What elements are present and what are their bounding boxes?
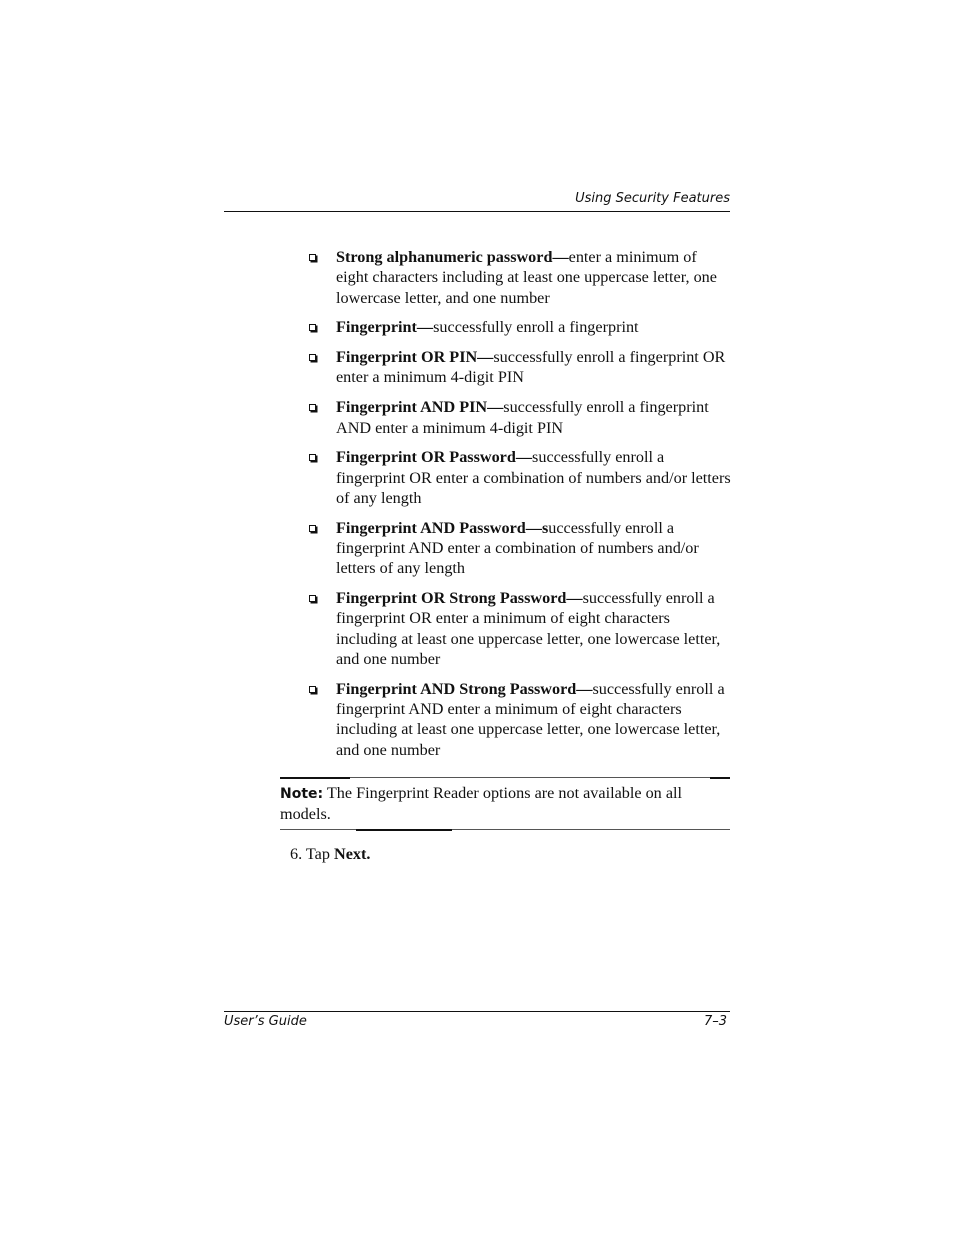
option-text: successfully enroll a fingerprint AND enter a minimum of eight characters including at least one uppercase letter, one lowercase letter, and one number	[336, 679, 725, 759]
list-item	[307, 679, 732, 760]
option-text: successfully enroll a fingerprint OR enter a minimum 4-digit PIN	[336, 348, 726, 387]
note-bottom-rule	[280, 829, 730, 830]
security-options-list	[307, 247, 732, 770]
note-top-rule-accent	[280, 777, 350, 779]
step-number: 6.	[290, 845, 303, 863]
list-item	[307, 247, 732, 308]
option-text: enter a minimum of eight characters including at least one uppercase letter, one lowercase letter, and one number	[336, 248, 717, 307]
checkbox-square-icon	[309, 454, 316, 461]
option-title: Fingerprint—	[336, 318, 434, 337]
footer-guide-title: User’s Guide	[224, 1014, 307, 1029]
list-item	[307, 397, 732, 438]
checkbox-square-icon	[309, 595, 316, 602]
option-title: Strong alphanumeric password—	[336, 248, 569, 266]
list-item	[307, 518, 732, 579]
option-text: successfully enroll a fingerprint	[433, 318, 639, 337]
option-text: successfully enroll a fingerprint OR enter a combination of numbers and/or letters of any length	[336, 448, 731, 507]
checkbox-square-icon	[309, 525, 316, 532]
header-rule	[224, 211, 730, 212]
note-top-rule-accent-end	[710, 777, 730, 779]
option-title: Fingerprint AND Strong Password—	[336, 679, 593, 698]
option-text: successfully enroll a fingerprint OR enter a minimum of eight characters including at least one uppercase letter, one lowercase letter, and one number	[336, 589, 721, 669]
page-header-title: Using Security Features	[575, 191, 730, 206]
step-action: Next.	[334, 845, 371, 863]
note-block	[280, 784, 730, 824]
checkbox-square-icon	[309, 324, 316, 331]
footer-page-number: 7–3	[703, 1014, 727, 1029]
step-text: Tap	[305, 845, 330, 863]
note-text: The Fingerprint Reader options are not available on all models.	[280, 784, 683, 823]
step-instruction	[290, 844, 370, 864]
note-bottom-rule-accent	[356, 829, 452, 831]
option-text: successfully enroll a fingerprint AND enter a minimum 4-digit PIN	[336, 398, 709, 437]
checkbox-square-icon	[309, 686, 316, 693]
option-title: Fingerprint OR Password—	[336, 448, 533, 467]
list-item	[307, 317, 732, 337]
option-title: Fingerprint OR PIN—	[336, 348, 494, 367]
list-item	[307, 588, 732, 669]
note-top-rule	[280, 777, 730, 778]
footer-rule	[224, 1011, 730, 1012]
option-title: Fingerprint AND PIN—	[336, 398, 504, 417]
note-label: Note:	[280, 786, 324, 802]
list-item	[307, 347, 732, 388]
checkbox-square-icon	[309, 254, 316, 261]
option-text: uccessfully enroll a fingerprint AND enter a combination of numbers and/or letters of any length	[336, 518, 699, 578]
option-title: Fingerprint OR Strong Password—	[336, 589, 583, 608]
option-title: Fingerprint AND Password—s	[336, 518, 549, 537]
checkbox-square-icon	[309, 354, 316, 361]
list-item	[307, 447, 732, 508]
checkbox-square-icon	[309, 404, 316, 411]
